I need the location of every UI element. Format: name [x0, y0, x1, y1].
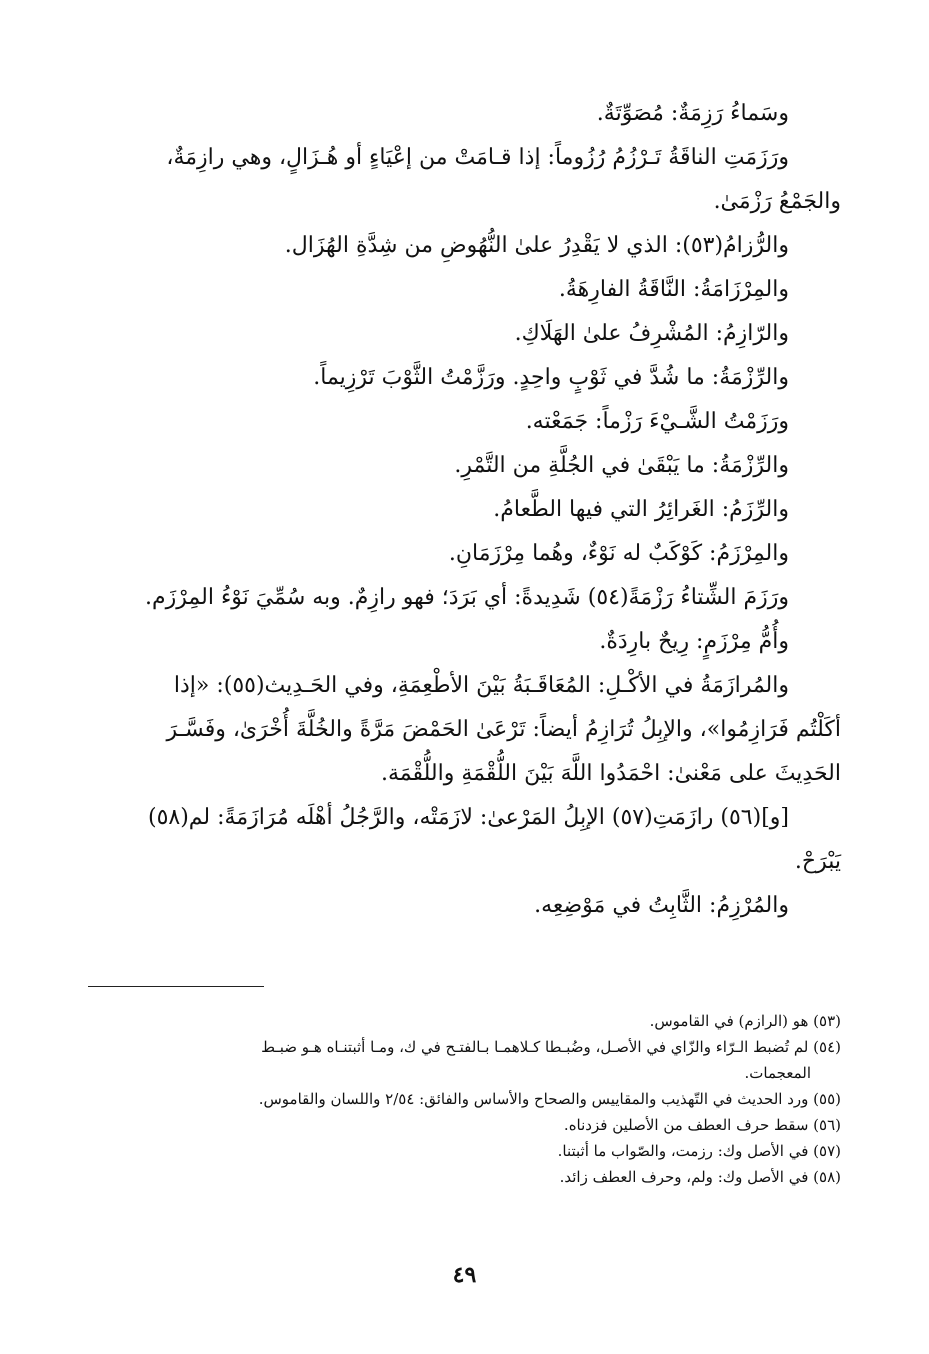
- footnote: (٥٧) في الأصل وك: رزمت، والصّواب ما أثبتنا.: [557, 1142, 841, 1160]
- text-line: والمِرْزَامَةُ: النَّاقَةُ الفارِهَةُ.: [558, 277, 789, 302]
- text-line: أكَلْتُم فَرَازِمُوا»، والإبِلُ تُرَازِمُ أيضاً: تَرْعَىٰ الحَمْضَ مَرَّةً والخُلَّةَ أُخْرَىٰ، وفَسَّـرَ: [166, 717, 841, 742]
- text-line: والمُرازَمَةُ في الأكْـلِ: المُعَاقَـبَةُ بَيْنَ الأطْعِمَةِ، وفي الحَـدِيث(٥٥): «إذا: [173, 673, 789, 698]
- footnote: (٥٤) لم تُضبط الـرّاء والزّاي في الأصـل، وضُبـطا كـلاهمـا بـالفتـح في ك، ومـا أثبتنـاه هـو ضبـط: [261, 1038, 841, 1056]
- text-line: والمِرْزَمُ: كَوْكَبٌ له نَوْءٌ، وهُما مِرْزَمَانِ.: [448, 541, 789, 566]
- text-line: [و](٥٦) رازَمَتِ(٥٧) الإبِلُ المَرْعىٰ: لازَمَتْه، والرَّجُلُ أهْلَه مُرَازَمَةً: لم(٥٨): [147, 805, 789, 830]
- text-line: والرِّزْمَةُ: ما شُدَّ في ثَوْبٍ واحِدٍ. ورَزَّمْتُ الثَّوْبَ تَرْزِيماً.: [313, 365, 789, 390]
- text-line: والرِّزْمَةُ: ما يَبْقَىٰ في الجُلَّةِ من التَّمْرِ.: [454, 453, 789, 478]
- text-line: ورَزَمْتُ الشَّـيْءَ رَزْماً: جَمَعْته.: [525, 409, 789, 434]
- footnote-divider: [88, 986, 264, 987]
- text-line: والرِّزَمُ: الغَرائِرُ التي فيها الطَّعامُ.: [493, 497, 789, 522]
- text-line: والجَمْعُ رَزْمَىٰ.: [713, 189, 841, 214]
- footnote-continuation: المعجمات.: [744, 1064, 811, 1082]
- footnote: (٥٨) في الأصل وك: ولم، وحرف العطف زائد.: [559, 1168, 841, 1186]
- text-line: وأُمُّ مِرْزَمٍ: رِيحٌ بارِدَةٌ.: [599, 629, 789, 654]
- text-line: ورَزَمَ الشِّتاءُ رَزْمَةً(٥٤) شَدِيدةً: أي بَرَدَ؛ فهو رازِمٌ. وبه سُمِّيَ نَوْءُ المِرْزَم.: [145, 585, 789, 610]
- footnote: (٥٥) ورد الحديث في التّهذيب والمقاييس والصحاح والأساس والفائق: ٢/٥٤ واللسان والقاموس.: [258, 1090, 841, 1108]
- text-line: يَبْرَحْ.: [794, 849, 841, 874]
- text-line: الحَدِيثَ على مَعْنىٰ: احْمَدُوا اللَّهَ بَيْنَ اللُّقْمَةِ واللُّقْمَة.: [381, 761, 841, 786]
- text-line: والمُرْزِمُ: الثَّابِتُ في مَوْضِعِه.: [534, 893, 789, 918]
- text-line: وسَماءُ رَزِمَةٌ: مُصَوِّتَةٌ.: [596, 101, 789, 126]
- page-number: ٤٩: [452, 1262, 477, 1288]
- text-line: والرُّزامُ(٥٣): الذي لا يَقْدِرُ علىٰ النُّهُوضِ من شِدَّةِ الهُزَال.: [284, 233, 789, 258]
- footnotes: [86, 1008, 841, 1190]
- footnote: (٥٦) سقط حرف العطف من الأصلين فزدناه.: [563, 1116, 841, 1134]
- text-line: ورَزَمَتِ الناقَةُ تَـرْزُمُ رُزُوماً: إذا قـامَتْ من إعْيَاءٍ أو هُـزَالٍ، وهي رازِمَةٌ،: [166, 145, 789, 170]
- footnote: (٥٣) هو (الرازم) في القاموس.: [649, 1012, 841, 1030]
- main-text: [86, 92, 841, 928]
- text-line: والرّازِمُ: المُشْرِفُ علىٰ الهَلَاكِ.: [514, 321, 789, 346]
